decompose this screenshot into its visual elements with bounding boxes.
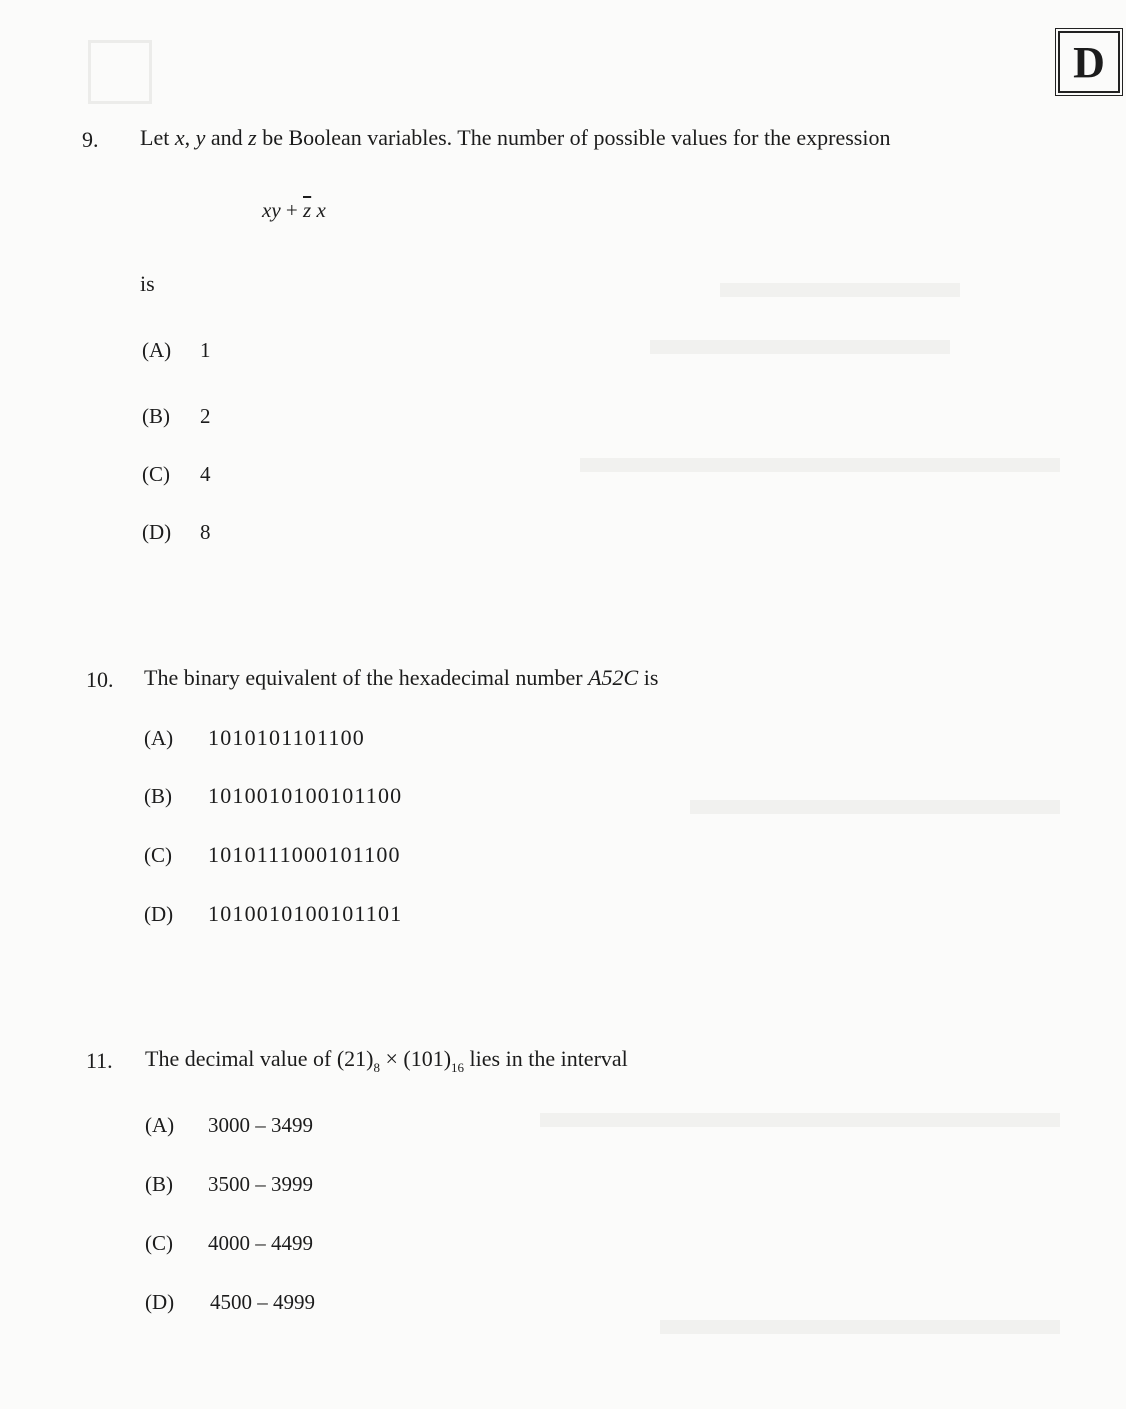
bleed-through-line xyxy=(580,458,1060,472)
option-value: 1010010100101100 xyxy=(208,783,403,808)
option-label: (D) xyxy=(142,520,172,544)
variable-z: z xyxy=(248,125,257,150)
option-label: (A) xyxy=(144,726,174,750)
question-tail: is xyxy=(140,271,155,296)
option-value: 8 xyxy=(200,520,211,544)
option-value: 1010101101100 xyxy=(208,725,365,750)
option-value: 4 xyxy=(200,462,211,486)
option-label: (B) xyxy=(145,1172,173,1196)
option-value: 1010010100101101 xyxy=(208,901,403,926)
option-value: 2 xyxy=(200,404,211,428)
bleed-through-line xyxy=(650,340,950,354)
hex-base: 16 xyxy=(451,1060,465,1075)
option-label: (C) xyxy=(145,1231,173,1255)
option-value: 1010111000101100 xyxy=(208,842,401,867)
option-value: 3000 – 3499 xyxy=(208,1113,313,1137)
variable-y: y xyxy=(195,125,206,150)
hex-term: (101) xyxy=(403,1046,452,1071)
bleed-through-mark xyxy=(88,40,152,104)
option-value: 3500 – 3999 xyxy=(208,1172,313,1196)
boolean-expression: xy + $\overline{z}$ x xyxy=(262,198,326,222)
bleed-through-line xyxy=(690,800,1060,814)
option-label: (B) xyxy=(142,404,170,428)
option-label: (D) xyxy=(144,902,174,926)
set-code-box: D xyxy=(1058,31,1120,93)
question-text: The decimal value of $(21)_8 \times (101)_{16}$ lies in the interval xyxy=(145,1046,628,1075)
bleed-through-line xyxy=(720,283,960,297)
octal-base: 8 xyxy=(373,1060,380,1075)
bleed-through-line xyxy=(540,1113,1060,1127)
option-label: (B) xyxy=(144,784,172,808)
variable-x: x xyxy=(174,125,185,150)
question-number: 11. xyxy=(86,1048,113,1073)
option-label: (C) xyxy=(142,462,170,486)
option-label: (A) xyxy=(142,338,172,362)
question-number: 9. xyxy=(82,127,99,152)
hex-number: A52C xyxy=(588,665,639,690)
question-number: 10. xyxy=(86,667,114,692)
option-label: (C) xyxy=(144,843,172,867)
option-value: 1 xyxy=(200,338,211,362)
option-value: 4000 – 4499 xyxy=(208,1231,313,1255)
question-text: The binary equivalent of the hexadecimal number A52C is xyxy=(144,665,659,690)
option-value: 4500 – 4999 xyxy=(210,1290,315,1314)
octal-term: (21) xyxy=(336,1046,374,1071)
option-label: (A) xyxy=(145,1113,175,1137)
bleed-through-line xyxy=(660,1320,1060,1334)
option-label: (D) xyxy=(145,1290,175,1314)
z-complement: $\overline{z}$ xyxy=(303,198,312,222)
question-text: Let x, y and z be Boolean variables. The number of possible values for the expression xyxy=(140,125,891,150)
